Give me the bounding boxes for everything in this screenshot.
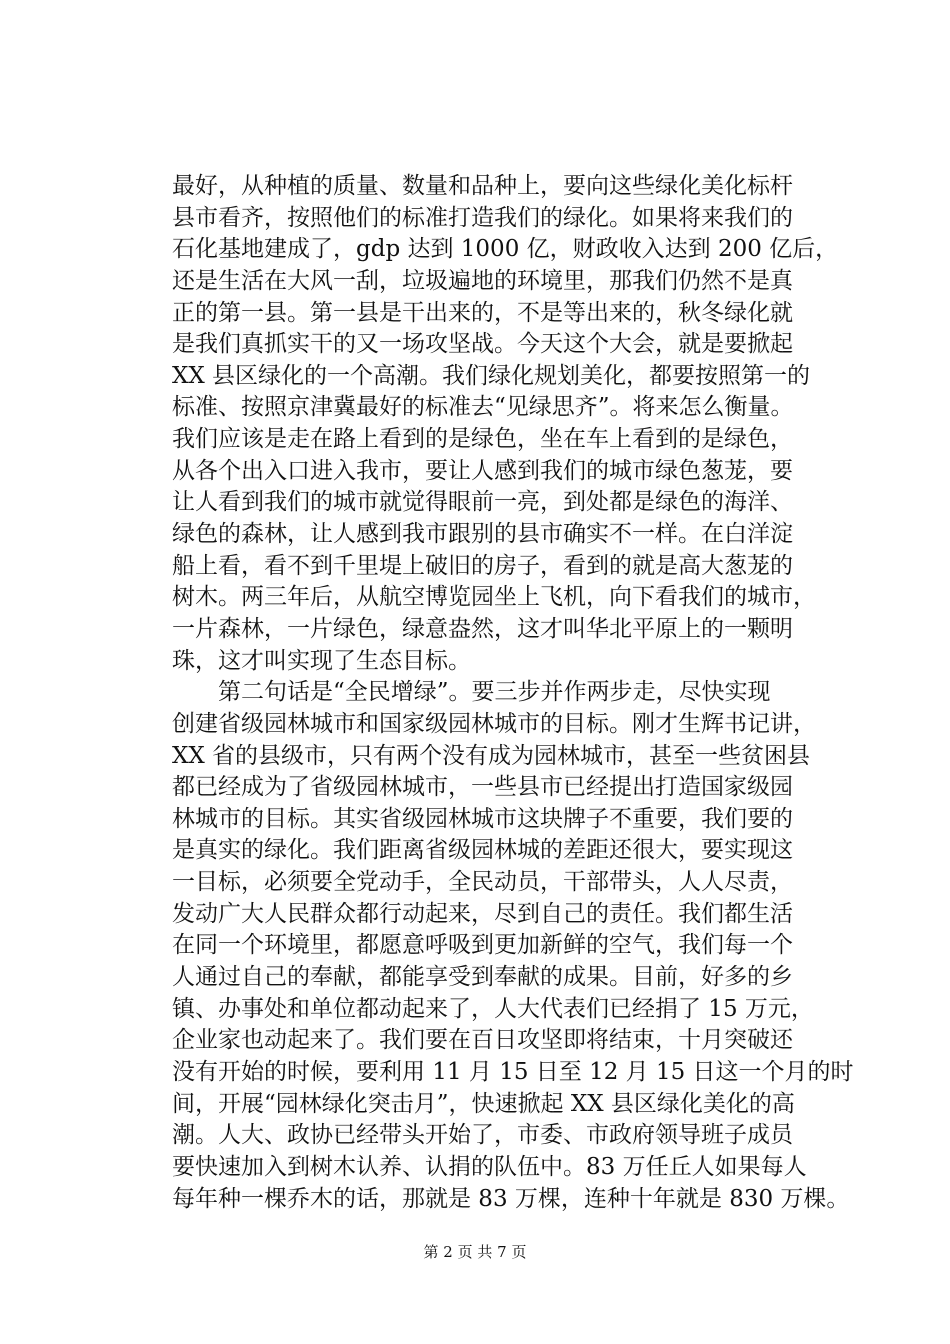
text-line-7: XX 县区绿化的一个高潮。我们绿化规划美化，都要按照第一的 [172, 362, 811, 389]
text-line-9: 我们应该是走在路上看到的是绿色，坐在车上看到的是绿色， [172, 426, 793, 453]
text-line-4: 还是生活在大风一刮，垃圾遍地的环境里，那我们仍然不是真 [172, 267, 793, 294]
text-line-14: 树木。两三年后，从航空博览园坐上飞机，向下看我们的城市， [172, 584, 816, 611]
text-line-2: 县市看齐，按照他们的标准打造我们的绿化。如果将来我们的 [172, 204, 793, 231]
text-line-22: 是真实的绿化。我们距离省级园林城的差距还很大，要实现这 [172, 837, 793, 864]
text-line-10: 从各个出入口进入我市，要让人感到我们的城市绿色葱茏，要 [172, 457, 793, 484]
text-line-8: 标准、按照京津冀最好的标准去“见绿思齐”。将来怎么衡量。 [172, 394, 794, 421]
text-line-33: 每年种一棵乔木的话，那就是 83 万棵，连种十年就是 830 万棵。 [172, 1185, 850, 1212]
text-line-30: 间，开展“园林绿化突击月”，快速掀起 XX 县区绿化美化的高 [172, 1090, 795, 1117]
text-line-13: 船上看，看不到千里堤上破旧的房子，看到的就是高大葱茏的 [172, 552, 793, 579]
text-line-18: 创建省级园林城市和国家级园林城市的目标。刚才生辉书记讲， [172, 710, 816, 737]
text-line-32: 要快速加入到树木认养、认捐的队伍中。83 万任丘人如果每人 [172, 1153, 807, 1180]
text-line-11: 让人看到我们的城市就觉得眼前一亮，到处都是绿色的海洋、 [172, 489, 793, 516]
text-line-12: 绿色的森林，让人感到我市跟别的县市确实不一样。在白洋淀 [172, 521, 793, 548]
text-line-28: 企业家也动起来了。我们要在百日攻坚即将结束，十月突破还 [172, 1027, 793, 1054]
text-line-25: 在同一个环境里，都愿意呼吸到更加新鲜的空气，我们每一个 [172, 932, 793, 959]
body-text [172, 171, 854, 1215]
text-line-27: 镇、办事处和单位都动起来了，人大代表们已经捐了 15 万元， [172, 995, 814, 1022]
text-line-21: 林城市的目标。其实省级园林城市这块牌子不重要，我们要的 [172, 805, 793, 832]
text-line-24: 发动广大人民群众都行动起来，尽到自己的责任。我们都生活 [172, 900, 793, 927]
text-line-19: XX 省的县级市，只有两个没有成为园林城市，甚至一些贫困县 [172, 742, 811, 769]
text-line-17: 第二句话是“全民增绿”。要三步并作两步走，尽快实现 [218, 679, 771, 706]
text-line-3: 石化基地建成了，gdp 达到 1000 亿，财政收入达到 200 亿后， [172, 236, 839, 263]
text-line-20: 都已经成为了省级园林城市，一些县市已经提出打造国家级园 [172, 774, 793, 801]
text-line-31: 潮。人大、政协已经带头开始了，市委、市政府领导班子成员 [172, 1122, 793, 1149]
text-line-26: 人通过自己的奉献，都能享受到奉献的成果。目前，好多的乡 [172, 964, 793, 991]
text-line-29: 没有开始的时候，要利用 11 月 15 日至 12 月 15 日这一个月的时 [172, 1058, 854, 1085]
text-line-16: 珠，这才叫实现了生态目标。 [172, 647, 471, 674]
text-line-1: 最好，从种植的质量、数量和品种上，要向这些绿化美化标杆 [172, 173, 793, 199]
text-line-15: 一片森林，一片绿色，绿意盎然，这才叫华北平原上的一颗明 [172, 615, 793, 642]
text-line-5: 正的第一县。第一县是干出来的，不是等出来的，秋冬绿化就 [172, 299, 793, 326]
text-line-23: 一目标，必须要全党动手，全民动员，干部带头，人人尽责， [172, 869, 793, 896]
text-line-6: 是我们真抓实干的又一场攻坚战。今天这个大会，就是要掀起 [172, 331, 793, 358]
page-footer: 第 2 页 共 7 页 [423, 1243, 527, 1261]
